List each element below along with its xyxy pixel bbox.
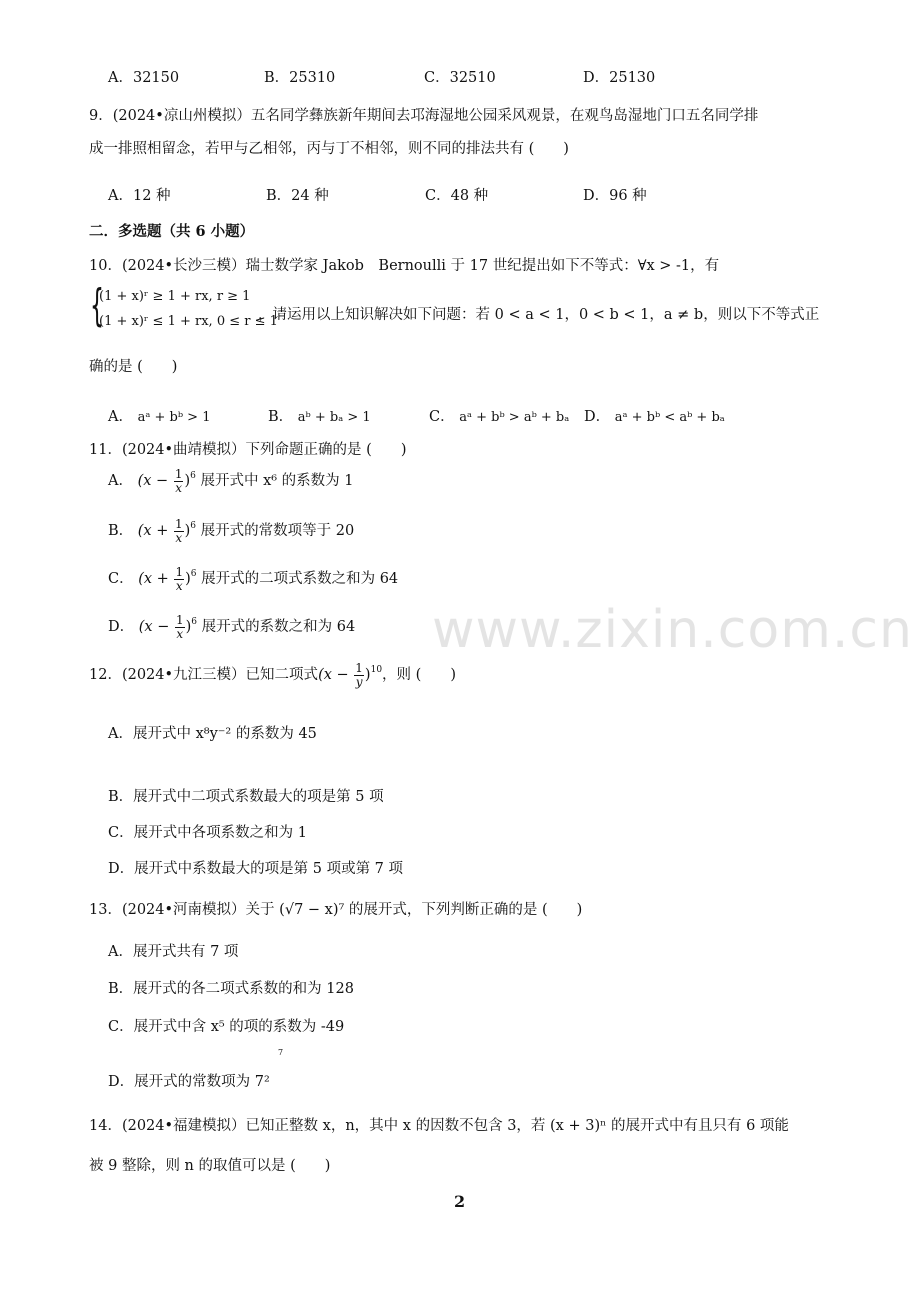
q13-stem-suffix: 的展开式，下列判断正确的是 ( ): [348, 902, 583, 918]
q10-option-b: [268, 405, 371, 426]
q11-option-b: [108, 518, 354, 544]
page-number: 2: [454, 1192, 466, 1211]
q11-option-d-math: (x − $\frac{1}{x}$ )$^6$: [138, 613, 198, 641]
option-label: D．: [584, 409, 611, 425]
q9-option-b: B．24 种: [266, 188, 329, 204]
brace-symbol: {: [90, 280, 104, 331]
q11-option-d: [108, 614, 355, 640]
q14-stem-line2: 被 9 整除，则 n 的取值可以是 ( ): [89, 1158, 331, 1174]
q13-stem-prefix: 13．(2024•河南模拟）关于: [89, 902, 275, 918]
q9-stem-line2: 成一排照相留念，若甲与乙相邻，丙与丁不相邻，则不同的排法共有 ( ): [89, 141, 569, 157]
q12-stem-prefix: 12．(2024•九江三模）已知二项式: [89, 667, 319, 684]
option-label: C．: [429, 409, 455, 425]
fraction: $\frac{1}{y}$: [355, 661, 363, 689]
q12-option-a: A．展开式中 x⁸y⁻² 的系数为 45: [108, 726, 317, 742]
option-label: A．: [108, 409, 133, 425]
option-label: D．: [108, 619, 135, 636]
q13-option-b: B．展开式的各二项式系数的和为 128: [108, 981, 354, 997]
q8-option-a: A．32150: [108, 70, 180, 86]
q9-option-a: A．12 种: [108, 188, 171, 204]
q12-binomial: (x − $\frac{1}{y}$ )$^{10}$: [318, 661, 383, 689]
q12-stem: [89, 662, 456, 688]
q10-stem-line2: ，请运用以上知识解决如下问题：若 0 < a < 1，0 < b < 1，a ≠ b，则以下不等式正: [258, 307, 820, 323]
q11-option-b-math: (x + $\frac{1}{x}$ )$^6$: [137, 517, 197, 545]
q13-stem: [89, 898, 582, 919]
q11-option-c-math: (x + $\frac{1}{x}$ )$^6$: [138, 565, 197, 593]
q10-system-line1: (1 + x)ʳ ≥ 1 + rx, r ≥ 1: [99, 289, 251, 304]
q8-option-c: C．32510: [424, 70, 496, 86]
q10-option-c-expr: aᵃ + bᵇ > aᵇ + bₐ: [459, 410, 570, 425]
q13-option-a: A．展开式共有 7 项: [108, 944, 239, 960]
q9-stem-line1: 9．(2024•凉山州模拟）五名同学彝族新年期间去邛海湿地公园采风观景，在观鸟岛湿地门口五名同学排: [89, 108, 759, 124]
q12-option-b: B．展开式中二项式系数最大的项是第 5 项: [108, 789, 384, 805]
option-label: B．: [108, 523, 134, 540]
q9-option-d: D．96 种: [583, 188, 647, 204]
fraction: $\frac{1}{x}$: [175, 565, 184, 593]
q12-stem-suffix: ，则 ( ): [382, 667, 456, 684]
q9-option-c: C．48 种: [425, 188, 489, 204]
q10-option-a-expr: aᵃ + bᵇ > 1: [137, 410, 211, 425]
fraction: $\frac{1}{x}$: [175, 613, 184, 641]
q11-option-b-text: 展开式的常数项等于 20: [200, 523, 355, 540]
q12-option-c: C．展开式中各项系数之和为 1: [108, 825, 307, 841]
q10-system-line2: (1 + x)ʳ ≤ 1 + rx, 0 ≤ r ≤ 1: [99, 314, 278, 329]
q11-option-a: [108, 468, 354, 494]
q14-stem-line1: 14．(2024•福建模拟）已知正整数 x，n，其中 x 的因数不包含 3，若 (x + 3)ⁿ 的展开式中有且只有 6 项能: [89, 1118, 789, 1134]
q13-option-c: C．展开式中含 x⁵ 的项的系数为 -49: [108, 1019, 345, 1035]
q11-option-d-text: 展开式的系数之和为 64: [201, 619, 356, 636]
q11-option-c: [108, 566, 398, 592]
q11-option-a-text: 展开式中 x⁶ 的系数为 1: [200, 473, 354, 490]
option-label: C．: [108, 571, 134, 588]
section-heading: 二．多选题（共 6 小题）: [89, 223, 255, 240]
q11-stem: 11．(2024•曲靖模拟）下列命题正确的是 ( ): [89, 442, 407, 458]
q8-option-b: B．25310: [264, 70, 336, 86]
q11-option-c-text: 展开式的二项式系数之和为 64: [201, 571, 399, 588]
q10-option-b-expr: aᵇ + bₐ > 1: [297, 410, 371, 425]
q10-option-d: [584, 405, 725, 426]
q10-option-c: [429, 405, 569, 426]
fraction: $\frac{1}{x}$: [174, 467, 183, 495]
q10-option-a: [108, 405, 210, 426]
option-label: A．: [108, 473, 133, 490]
q11-option-a-math: (x − $\frac{1}{x}$ )$^6$: [137, 467, 196, 495]
q12-option-d: D．展开式中系数最大的项是第 5 项或第 7 项: [108, 861, 404, 877]
q10-inequality-system: [90, 280, 278, 335]
option-label: B．: [268, 409, 294, 425]
watermark: www.zixin.com.cn: [432, 600, 913, 660]
q13-option-d-exponent: 7: [278, 1048, 284, 1057]
q10-stem-line1: 10．(2024•长沙三模）瑞士数学家 Jakob Bernoulli 于 17 世纪提出如下不等式：∀x > -1，有: [89, 258, 720, 274]
q13-option-d: D．展开式的常数项为 7²: [108, 1074, 270, 1090]
q8-option-d: D．25130: [583, 70, 656, 86]
q13-expression: (√7 − x)⁷: [279, 902, 345, 918]
q10-option-d-expr: aᵃ + bᵇ < aᵇ + bₐ: [614, 410, 725, 425]
q10-stem-line3: 确的是 ( ): [89, 359, 178, 375]
fraction: $\frac{1}{x}$: [174, 517, 183, 545]
